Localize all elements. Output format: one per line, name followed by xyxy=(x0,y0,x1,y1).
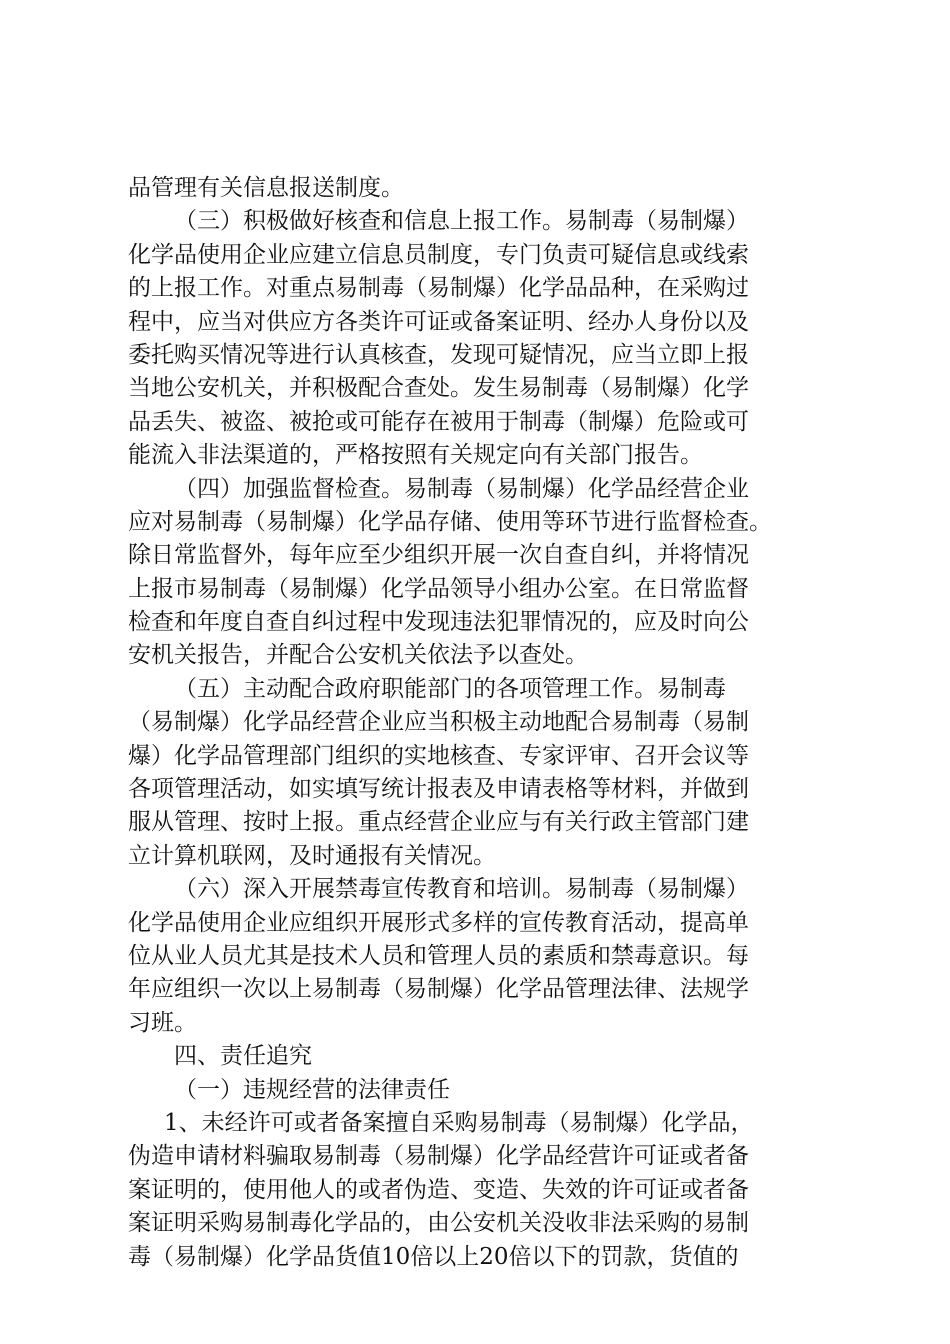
text-line: （三）积极做好核查和信息上报工作。易制毒（易制爆） xyxy=(174,208,749,235)
text-line: 委托购买情况等进行认真核查，发现可疑情况，应当立即上报 xyxy=(128,341,749,368)
text-line: 安机关报告，并配合公安机关依法予以查处。 xyxy=(128,642,588,669)
text-line: 品丢失、被盗、被抢或可能存在被用于制毒（制爆）危险或可 xyxy=(128,408,749,435)
text-line: 化学品使用企业应建立信息员制度，专门负责可疑信息或线索 xyxy=(128,241,749,268)
text-line: 案证明的，使用他人的或者伪造、变造、失效的许可证或者备 xyxy=(128,1176,749,1203)
text-line: 1、未经许可或者备案擅自采购易制毒（易制爆）化学品， xyxy=(164,1109,754,1136)
text-line: 应对易制毒（易制爆）化学品存储、使用等环节进行监督检查。 xyxy=(128,508,772,535)
text-line: （五）主动配合政府职能部门的各项管理工作。易制毒 xyxy=(174,675,726,702)
text-line: 各项管理活动，如实填写统计报表及申请表格等材料，并做到 xyxy=(128,776,749,803)
text-line: 程中，应当对供应方各类许可证或备案证明、经办人身份以及 xyxy=(128,308,749,335)
text-line: 服从管理、按时上报。重点经营企业应与有关行政主管部门建 xyxy=(128,809,749,836)
text-line: 四、责任追究 xyxy=(174,1043,312,1070)
text-line: 品管理有关信息报送制度。 xyxy=(128,175,404,201)
text-line: （六）深入开展禁毒宣传教育和培训。易制毒（易制爆） xyxy=(174,876,749,903)
text-line: 的上报工作。对重点易制毒（易制爆）化学品品种，在采购过 xyxy=(128,275,749,302)
text-line: 习班。 xyxy=(128,1009,197,1036)
text-line: （四）加强监督检查。易制毒（易制爆）化学品经营企业 xyxy=(174,475,749,502)
text-line: 爆）化学品管理部门组织的实地核查、专家评审、召开会议等 xyxy=(128,742,749,769)
text-line: 毒（易制爆）化学品货值10倍以上20倍以下的罚款，货值的 xyxy=(128,1243,739,1270)
text-line: 除日常监督外，每年应至少组织开展一次自查自纠，并将情况 xyxy=(128,542,749,569)
text-line: 年应组织一次以上易制毒（易制爆）化学品管理法律、法规学 xyxy=(128,976,749,1003)
text-line: 化学品使用企业应组织开展形式多样的宣传教育活动，提高单 xyxy=(128,909,749,936)
text-line: 当地公安机关，并积极配合查处。发生易制毒（易制爆）化学 xyxy=(128,375,749,402)
text-line: 伪造申请材料骗取易制毒（易制爆）化学品经营许可证或者备 xyxy=(128,1143,749,1170)
text-line: 立计算机联网，及时通报有关情况。 xyxy=(128,842,496,869)
text-line: 上报市易制毒（易制爆）化学品领导小组办公室。在日常监督 xyxy=(128,575,749,602)
text-line: 检查和年度自查自纠过程中发现违法犯罪情况的，应及时向公 xyxy=(128,609,749,636)
text-line: 案证明采购易制毒化学品的，由公安机关没收非法采购的易制 xyxy=(128,1210,749,1237)
text-line: （易制爆）化学品经营企业应当积极主动地配合易制毒（易制 xyxy=(128,709,749,736)
text-line: 位从业人员尤其是技术人员和管理人员的素质和禁毒意识。每 xyxy=(128,942,749,969)
text-line: （一）违规经营的法律责任 xyxy=(174,1076,450,1103)
text-line: 能流入非法渠道的，严格按照有关规定向有关部门报告。 xyxy=(128,442,703,469)
document-body xyxy=(128,172,828,1274)
